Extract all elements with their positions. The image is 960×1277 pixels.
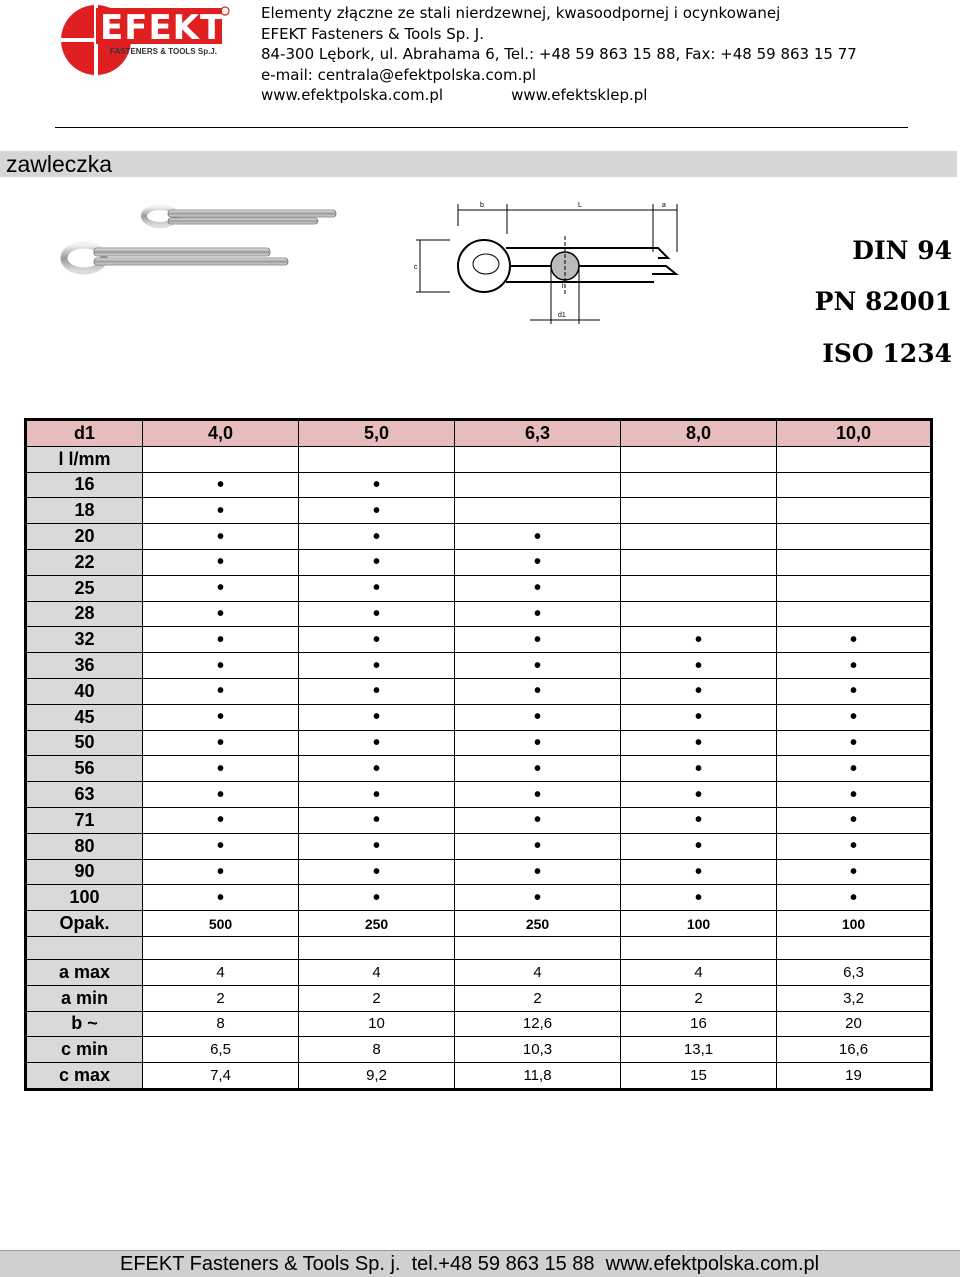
table-row (26, 885, 932, 911)
table-row (26, 859, 932, 885)
availability-cell: • (143, 498, 299, 524)
availability-cell: • (455, 549, 621, 575)
availability-cell: • (455, 730, 621, 756)
separator-cell (143, 936, 299, 959)
availability-cell: • (621, 833, 777, 859)
availability-cell (621, 498, 777, 524)
availability-cell: • (143, 549, 299, 575)
availability-cell: • (777, 885, 932, 911)
length-cell: 22 (26, 549, 143, 575)
length-label-row (26, 446, 932, 472)
table-row (26, 524, 932, 550)
dimension-cell: 10 (299, 1011, 455, 1037)
availability-cell: • (621, 704, 777, 730)
dimension-label: c max (26, 1063, 143, 1090)
availability-cell: • (299, 524, 455, 550)
dimension-label: a min (26, 985, 143, 1011)
dimension-cell: 8 (299, 1037, 455, 1063)
packaging-cell: 250 (299, 911, 455, 937)
product-title: zawleczka (6, 151, 113, 177)
length-cell: 50 (26, 730, 143, 756)
availability-cell: • (299, 575, 455, 601)
length-cell: 63 (26, 782, 143, 808)
length-label: l l/mm (26, 446, 143, 472)
efekt-logo (60, 2, 232, 80)
availability-cell (777, 524, 932, 550)
availability-cell: • (621, 885, 777, 911)
availability-cell: • (299, 472, 455, 498)
size-header: 5,0 (299, 420, 455, 447)
availability-cell: • (299, 704, 455, 730)
website-link[interactable]: www.efektpolska.com.pl (261, 86, 444, 104)
dimension-cell: 2 (299, 985, 455, 1011)
footer-text: EFEKT Fasteners & Tools Sp. j. tel.+48 59 863 15 88 www.efektpolska.com.pl (120, 1253, 820, 1275)
availability-cell: • (143, 524, 299, 550)
availability-cell (777, 472, 932, 498)
availability-cell: • (299, 859, 455, 885)
availability-cell: • (299, 549, 455, 575)
dimension-cell: 10,3 (455, 1037, 621, 1063)
table-row (26, 833, 932, 859)
dimension-cell: 2 (143, 985, 299, 1011)
length-cell: 16 (26, 472, 143, 498)
standard-iso: ISO 1234 (822, 339, 952, 368)
dimension-cell: 12,6 (455, 1011, 621, 1037)
availability-cell: • (455, 833, 621, 859)
cotter-pin-photo (56, 198, 346, 288)
table-row (26, 730, 932, 756)
availability-cell: • (299, 730, 455, 756)
dim-c-label: c (414, 264, 418, 271)
dimension-cell: 6,3 (777, 959, 932, 985)
availability-cell: • (299, 627, 455, 653)
availability-cell (455, 498, 621, 524)
availability-cell: • (621, 782, 777, 808)
availability-cell: • (455, 885, 621, 911)
availability-cell: • (143, 833, 299, 859)
availability-cell: • (299, 833, 455, 859)
table-row (26, 704, 932, 730)
availability-cell: • (299, 653, 455, 679)
length-cell: 71 (26, 807, 143, 833)
availability-cell (777, 601, 932, 627)
dimension-row (26, 1037, 932, 1063)
dim-b-label: b (480, 202, 484, 209)
separator-cell (26, 936, 143, 959)
table-row (26, 549, 932, 575)
dimension-row (26, 985, 932, 1011)
availability-cell: • (777, 730, 932, 756)
availability-cell: • (455, 524, 621, 550)
company-header (261, 3, 857, 106)
standard-pn: PN 82001 (814, 287, 952, 316)
availability-cell (621, 601, 777, 627)
table-row (26, 756, 932, 782)
availability-cell: • (143, 756, 299, 782)
availability-cell: • (143, 472, 299, 498)
availability-cell: • (621, 627, 777, 653)
availability-cell: • (143, 575, 299, 601)
availability-cell: • (299, 807, 455, 833)
availability-cell: • (777, 782, 932, 808)
dimension-cell: 16 (621, 1011, 777, 1037)
table-row (26, 678, 932, 704)
length-cell: 90 (26, 859, 143, 885)
availability-cell: • (143, 627, 299, 653)
length-cell: 32 (26, 627, 143, 653)
dimension-cell: 4 (299, 959, 455, 985)
availability-cell: • (777, 807, 932, 833)
table-row (26, 653, 932, 679)
header-divider (55, 127, 908, 128)
dim-a-label: a (662, 202, 666, 209)
dim-d1-label: d1 (558, 312, 566, 319)
table-row (26, 807, 932, 833)
availability-cell: • (455, 678, 621, 704)
availability-cell: • (621, 730, 777, 756)
separator-row (26, 936, 932, 959)
packaging-cell: 100 (621, 911, 777, 937)
availability-cell: • (455, 627, 621, 653)
availability-cell: • (143, 782, 299, 808)
availability-cell (621, 575, 777, 601)
availability-cell: • (777, 678, 932, 704)
dimension-cell: 6,5 (143, 1037, 299, 1063)
availability-cell: • (777, 627, 932, 653)
availability-cell: • (777, 653, 932, 679)
dimension-cell: 2 (621, 985, 777, 1011)
length-cell: 45 (26, 704, 143, 730)
availability-cell: • (455, 756, 621, 782)
length-cell: 18 (26, 498, 143, 524)
header-label: d1 (26, 420, 143, 447)
dimension-cell: 9,2 (299, 1063, 455, 1090)
availability-cell: • (299, 498, 455, 524)
availability-cell: • (455, 782, 621, 808)
availability-cell: • (621, 859, 777, 885)
dimension-cell: 4 (455, 959, 621, 985)
packaging-cell: 100 (777, 911, 932, 937)
header-line-4: e-mail: centrala@efektpolska.com.pl (261, 65, 537, 84)
size-header: 4,0 (143, 420, 299, 447)
table-row (26, 575, 932, 601)
availability-cell: • (777, 833, 932, 859)
dimension-row (26, 1011, 932, 1037)
length-cell: 36 (26, 653, 143, 679)
header-line-2: EFEKT Fasteners & Tools Sp. J. (261, 24, 484, 43)
dimension-label: a max (26, 959, 143, 985)
packaging-cell: 250 (455, 911, 621, 937)
footer-bar (0, 1250, 960, 1277)
dim-l-label: L (578, 202, 582, 209)
dimension-cell: 11,8 (455, 1063, 621, 1090)
availability-cell (777, 575, 932, 601)
size-header: 10,0 (777, 420, 932, 447)
length-cell: 28 (26, 601, 143, 627)
dim-small-l-label: l (562, 283, 564, 290)
availability-cell: • (455, 807, 621, 833)
availability-cell: • (777, 704, 932, 730)
logo-subtext: FASTENERS & TOOLS Sp.J. (110, 47, 217, 56)
length-cell: 100 (26, 885, 143, 911)
availability-cell: • (299, 756, 455, 782)
size-header: 8,0 (621, 420, 777, 447)
dimension-cell: 20 (777, 1011, 932, 1037)
availability-cell: • (143, 885, 299, 911)
dimension-cell: 3,2 (777, 985, 932, 1011)
availability-cell (455, 472, 621, 498)
separator-cell (777, 936, 932, 959)
table-header-row (26, 420, 932, 447)
availability-cell: • (455, 859, 621, 885)
size-table (24, 418, 933, 1091)
availability-cell: • (455, 601, 621, 627)
packaging-row (26, 911, 932, 937)
separator-cell (299, 936, 455, 959)
packaging-cell: 500 (143, 911, 299, 937)
availability-cell (621, 524, 777, 550)
availability-cell (777, 498, 932, 524)
table-row (26, 472, 932, 498)
dimension-cell: 4 (143, 959, 299, 985)
dimension-label: c min (26, 1037, 143, 1063)
shop-link[interactable]: www.efektsklep.pl (511, 86, 648, 104)
availability-cell: • (621, 807, 777, 833)
availability-cell: • (143, 730, 299, 756)
size-header: 6,3 (455, 420, 621, 447)
title-bar (0, 151, 957, 177)
dimension-label: b ~ (26, 1011, 143, 1037)
dimension-cell: 16,6 (777, 1037, 932, 1063)
availability-cell: • (143, 653, 299, 679)
availability-cell: • (143, 601, 299, 627)
availability-cell (621, 549, 777, 575)
availability-cell: • (777, 859, 932, 885)
availability-cell: • (621, 756, 777, 782)
availability-cell (777, 549, 932, 575)
availability-cell (621, 472, 777, 498)
availability-cell: • (455, 653, 621, 679)
availability-cell: • (299, 782, 455, 808)
packaging-label: Opak. (26, 911, 143, 937)
length-cell: 56 (26, 756, 143, 782)
dimension-cell: 8 (143, 1011, 299, 1037)
separator-cell (455, 936, 621, 959)
length-cell: 20 (26, 524, 143, 550)
availability-cell: • (299, 601, 455, 627)
header-line-3: 84-300 Lębork, ul. Abrahama 6, Tel.: +48 59 863 15 88, Fax: +48 59 863 15 77 (261, 45, 857, 63)
dimension-row (26, 959, 932, 985)
dimension-cell: 13,1 (621, 1037, 777, 1063)
dimension-cell: 15 (621, 1063, 777, 1090)
availability-cell: • (621, 678, 777, 704)
dimension-cell: 2 (455, 985, 621, 1011)
availability-cell: • (455, 704, 621, 730)
availability-cell: • (299, 885, 455, 911)
dimension-cell: 19 (777, 1063, 932, 1090)
length-cell: 40 (26, 678, 143, 704)
availability-cell: • (299, 678, 455, 704)
standard-din: DIN 94 (852, 236, 952, 265)
table-row (26, 498, 932, 524)
availability-cell: • (777, 756, 932, 782)
dimension-cell: 4 (621, 959, 777, 985)
dimension-row (26, 1063, 932, 1090)
availability-cell: • (455, 575, 621, 601)
table-row (26, 601, 932, 627)
availability-cell: • (143, 859, 299, 885)
dimension-cell: 7,4 (143, 1063, 299, 1090)
availability-cell: • (143, 807, 299, 833)
header-line-1: Elementy złączne ze stali nierdzewnej, kwasoodpornej i ocynkowanej (261, 4, 781, 22)
technical-drawing (410, 196, 694, 328)
length-cell: 25 (26, 575, 143, 601)
table-row (26, 782, 932, 808)
header-line-5 (261, 85, 857, 106)
table-row (26, 627, 932, 653)
separator-cell (621, 936, 777, 959)
availability-cell: • (143, 704, 299, 730)
logo-text: EFEKT (100, 8, 225, 48)
availability-cell: • (621, 653, 777, 679)
availability-cell: • (143, 678, 299, 704)
length-cell: 80 (26, 833, 143, 859)
